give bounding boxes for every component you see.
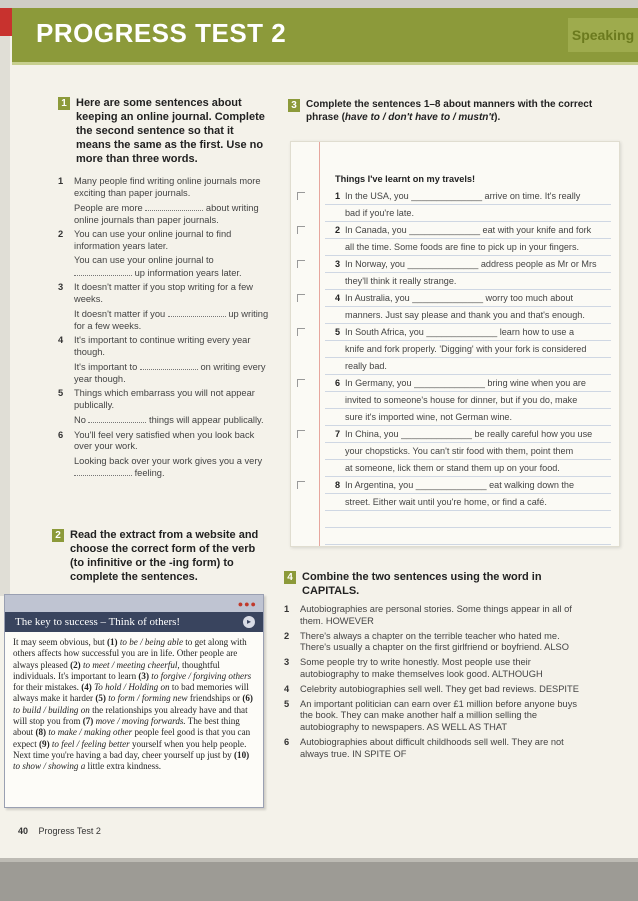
second-sentence <box>74 202 270 226</box>
page-footer <box>18 826 101 836</box>
binder-ring-icon <box>297 260 305 268</box>
capital-word: IN SPITE OF <box>352 748 407 759</box>
notebook-line-text <box>335 290 603 307</box>
binder-ring-icon <box>297 328 305 336</box>
item-number: 8 <box>335 480 341 490</box>
item-text: bad if you're late. <box>345 208 414 218</box>
notebook-line-text <box>335 239 603 256</box>
section-2-header <box>52 528 262 584</box>
gap-number: (7) <box>82 716 94 727</box>
item-text: at someone, lick them or stand them up on your food. <box>345 463 560 473</box>
capital-word: DESPITE <box>539 683 579 694</box>
website-extract <box>4 594 264 808</box>
answer-blank[interactable] <box>168 308 226 317</box>
gap-number: (6) <box>242 693 253 704</box>
notebook-line-text <box>335 324 603 341</box>
notebook-line-text <box>335 307 603 324</box>
first-sentence: It doesn't matter if you stop writing for a few weeks. <box>74 282 254 304</box>
answer-blank[interactable] <box>140 361 198 370</box>
item-number: 5 <box>58 388 64 398</box>
capital-word: ALSO <box>544 642 569 653</box>
section-4-item <box>284 631 584 655</box>
notebook-line-text <box>335 392 603 409</box>
page-title: PROGRESS TEST 2 <box>36 18 287 48</box>
scan-edge-top <box>0 0 638 8</box>
notebook-line-text <box>335 222 603 239</box>
section-1-item <box>58 335 270 385</box>
website-title: The key to success – Think of others! <box>15 616 181 628</box>
second-sentence-start: Looking back over your work gives you a very <box>74 455 263 466</box>
item-number: 3 <box>284 657 290 668</box>
binder-ring-icon <box>297 379 305 387</box>
scan-edge-bottom-dark <box>0 862 638 901</box>
item-number: 3 <box>335 259 341 269</box>
capital-word: AS WELL AS THAT <box>426 722 508 733</box>
second-sentence-start: It's important to <box>74 362 140 372</box>
notebook-line-text <box>335 443 603 460</box>
item-text: In South Africa, you ______________ learn how to use a <box>345 327 575 337</box>
capital-word: ALTHOUGH <box>491 668 543 679</box>
notebook-item <box>335 477 603 511</box>
notebook-line-text <box>335 273 603 290</box>
first-sentence: Many people find writing online journals more exciting than paper journals. <box>74 176 261 198</box>
second-sentence-end: about writing online journals than paper journals. <box>74 203 259 225</box>
section-3 <box>288 98 618 124</box>
section-3-header <box>288 98 618 124</box>
verb-choice[interactable]: to be / being able <box>119 637 183 647</box>
section-1 <box>58 96 270 483</box>
section-4-instruction: Combine the two sentences using the word in CAPITALS. <box>302 571 542 597</box>
section-2 <box>52 528 262 584</box>
red-edge-strip <box>0 8 12 36</box>
section-3-number: 3 <box>288 99 300 112</box>
notebook-line-text <box>335 409 603 426</box>
section-4-number: 4 <box>284 571 296 584</box>
second-sentence-start: People are more <box>74 203 146 213</box>
item-text: In China, you ______________ be really careful how you use <box>345 429 593 439</box>
item-text: In Australia, you ______________ worry too much about <box>345 293 574 303</box>
gap-number: (9) <box>39 738 50 749</box>
section-2-instruction: Read the extract from a website and choose the correct form of the verb (to infinitive or the -ing form) to complete the sentences. <box>70 529 259 583</box>
answer-blank[interactable] <box>145 202 203 211</box>
scan-edge-left <box>0 36 10 596</box>
item-text: sure it's imported wine, not German wine. <box>345 412 513 422</box>
notebook <box>290 141 620 547</box>
item-text: knife and fork properly. 'Digging' with your fork is considered <box>345 344 587 354</box>
section-1-item <box>58 176 270 226</box>
item-number: 3 <box>58 282 64 292</box>
answer-blank[interactable] <box>88 414 146 423</box>
section-2-number: 2 <box>52 529 64 542</box>
verb-choice[interactable]: to make / making other <box>48 727 133 738</box>
second-sentence-end: up information years later. <box>132 267 242 278</box>
notebook-line-text <box>335 256 603 273</box>
second-sentence-end: things will appear publically. <box>146 415 264 425</box>
page-header <box>12 8 638 62</box>
section-1-item <box>58 430 270 480</box>
section-4-item <box>284 684 584 696</box>
notebook-line-text <box>335 426 603 443</box>
verb-choice[interactable]: to form / forming new <box>108 693 188 704</box>
gap-number: (5) <box>95 693 106 704</box>
second-sentence-end: up writing for a few weeks. <box>74 309 269 331</box>
section-4-header <box>284 570 584 598</box>
notebook-line-text <box>335 477 603 494</box>
second-sentence <box>74 456 270 480</box>
verb-choice[interactable]: to show / showing a <box>13 761 86 772</box>
second-sentence-start: You can use your online journal to <box>74 255 214 265</box>
second-sentence <box>74 414 270 427</box>
instruction-phrase: have to / don't have to / mustn't <box>344 112 495 123</box>
second-sentence-end: feeling. <box>132 468 165 478</box>
notebook-line-text <box>335 188 603 205</box>
section-4-item <box>284 657 584 681</box>
notebook-item <box>335 188 603 222</box>
item-number: 6 <box>335 378 341 388</box>
item-text: all the time. Some foods are fine to pick up in your fingers. <box>345 242 580 252</box>
page-number: 40 <box>18 826 29 836</box>
verb-choice[interactable]: to feel / feeling better <box>51 738 130 749</box>
item-text: they'll think it really strange. <box>345 276 457 286</box>
notebook-margin-line <box>319 142 320 546</box>
section-3-instruction: Complete the sentences 1–8 about manners with the correct phrase (have to / don't have to / mustn't). <box>306 99 593 123</box>
gap-number: (1) <box>106 637 118 647</box>
gap-number: (10) <box>234 749 250 760</box>
second-sentence-end: on writing every year though. <box>74 362 266 384</box>
notebook-line-text <box>335 205 603 222</box>
item-number: 5 <box>335 327 341 337</box>
notebook-item <box>335 256 603 290</box>
section-4-item <box>284 699 584 734</box>
arrow-icon: ▸ <box>243 616 255 628</box>
verb-choice[interactable]: to meet / meeting cheerful, <box>82 659 180 670</box>
section-1-item <box>58 282 270 332</box>
binder-ring-icon <box>297 481 305 489</box>
item-number: 6 <box>284 736 290 747</box>
item-number: 4 <box>58 335 64 345</box>
item-text: Autobiographies are personal stories. Some things appear in all of them. <box>300 604 572 626</box>
notebook-item <box>335 290 603 324</box>
item-text: An important politician can earn over £1 million before anyone buys the book. They can make another half a million selling the autobiography to newspapers. <box>300 698 578 733</box>
second-sentence-start: It doesn't matter if you <box>74 309 168 319</box>
gap-number: (2) <box>70 659 81 670</box>
notebook-item <box>335 375 603 426</box>
second-sentence <box>74 255 270 279</box>
notebook-line-text <box>335 460 603 477</box>
website-text: It may seem obvious, but (1) to be / being able to get along with others affects how successful you are in life. Other people are always pleased (2) to meet / meeting cheerful, thoughtful individuals. It's important to learn (3) to forgive / forgiving others for their mistakes. (4) To hold / Holding on to bad memories will always make it harder (5) to form / forming new friendships or (6) to build / building on the relationships you already have and that will stop you from (7) move / moving forwards. The best thing about (8) to make / making other people feel good is that you can expect (9) to feel / feeling better yourself when you help people. Next time you're having a bad day, cheer yourself up just by (10) to show / showing a little extra kindness. <box>13 637 253 772</box>
first-sentence: You can use your online journal to find information years later. <box>74 229 232 251</box>
section-1-header <box>58 96 270 166</box>
side-tab: Speaking <box>568 18 638 52</box>
verb-choice[interactable]: to build / building on <box>13 704 90 715</box>
second-sentence <box>74 361 270 385</box>
item-text: invited to someone's house for dinner, but if you do, make <box>345 395 578 405</box>
item-number: 4 <box>335 293 341 303</box>
binder-ring-icon <box>297 430 305 438</box>
item-text: your chopsticks. You can't stir food with them, point them <box>345 446 574 456</box>
binder-ring-icon <box>297 294 305 302</box>
item-number: 2 <box>58 229 64 239</box>
binder-ring-icon <box>297 226 305 234</box>
item-text: Autobiographies about difficult childhoods sell well. They are not always true. <box>300 736 564 759</box>
notebook-title: Things I've learnt on my travels! <box>335 174 476 184</box>
section-1-instruction: Here are some sentences about keeping an online journal. Complete the second sentence so that it means the same as the first. Use no more than three words. <box>76 97 265 165</box>
item-text: In Argentina, you ______________ eat walking down the <box>345 480 575 490</box>
item-text: There's always a chapter on the terrible teacher who hated me. There's usually a chapter on the first girlfriend or boyfriend. <box>300 630 560 653</box>
notebook-item <box>335 324 603 375</box>
first-sentence: It's important to continue writing every year though. <box>74 335 251 357</box>
item-text: In Canada, you ______________ eat with your knife and fork <box>345 225 592 235</box>
gap-number: (4) <box>81 682 92 693</box>
notebook-line-text <box>335 358 603 375</box>
browser-bar <box>5 595 263 612</box>
gap-number: (8) <box>35 727 47 738</box>
binder-ring-icon <box>297 192 305 200</box>
item-number: 1 <box>335 191 341 201</box>
verb-choice[interactable]: move / moving forwards. <box>95 716 186 727</box>
section-1-item <box>58 229 270 279</box>
section-4 <box>284 570 584 764</box>
notebook-line-text <box>335 494 603 511</box>
notebook-item <box>335 222 603 256</box>
item-text: In Norway, you ______________ address people as Mr or Mrs <box>345 259 597 269</box>
item-number: 7 <box>335 429 341 439</box>
item-number: 6 <box>58 429 64 440</box>
notebook-line-text <box>335 375 603 392</box>
section-4-item <box>284 737 584 761</box>
second-sentence-start: No <box>74 415 89 425</box>
item-text: In Germany, you ______________ bring wine when you are <box>345 378 586 388</box>
item-text: Celebrity autobiographies sell well. They get bad reviews. <box>300 683 537 694</box>
item-number: 1 <box>284 604 290 614</box>
second-sentence <box>74 308 270 332</box>
browser-dots-icon: ●●● <box>237 599 257 609</box>
first-sentence: Things which embarrass you will not appear publically. <box>74 388 255 410</box>
item-number: 1 <box>58 176 64 186</box>
item-number: 5 <box>284 698 290 709</box>
section-1-number: 1 <box>58 97 70 110</box>
item-text: manners. Just say please and thank you and that's enough. <box>345 310 585 320</box>
section-4-item <box>284 604 584 628</box>
first-sentence: You'll feel very satisfied when you look back over your work. <box>74 429 255 451</box>
capital-word: HOWEVER <box>325 615 374 626</box>
footer-label: Progress Test 2 <box>38 826 101 836</box>
notebook-item <box>335 426 603 477</box>
item-number: 2 <box>335 225 341 235</box>
item-number: 2 <box>284 630 290 641</box>
verb-choice[interactable]: To hold / Holding on <box>94 682 170 693</box>
section-1-item <box>58 388 270 427</box>
item-text: Some people try to write honestly. Most people use their autobiography to make themselves look good. <box>300 657 531 679</box>
section-1-items <box>58 176 270 480</box>
website-title-bar <box>5 612 263 632</box>
answer-blank[interactable] <box>74 267 132 276</box>
notebook-rule <box>325 544 611 545</box>
header-stripe <box>12 62 638 65</box>
item-text: In the USA, you ______________ arrive on time. It's really <box>345 191 581 201</box>
notebook-rule <box>325 527 611 528</box>
answer-blank[interactable] <box>74 467 132 476</box>
notebook-line-text <box>335 341 603 358</box>
item-number: 4 <box>284 683 290 694</box>
item-text: really bad. <box>345 361 387 371</box>
gap-number: (3) <box>138 670 150 681</box>
verb-choice[interactable]: to forgive / forgiving others <box>151 670 252 681</box>
item-text: street. Either wait until you're home, or find a café. <box>345 497 547 507</box>
section-4-items <box>284 604 584 761</box>
